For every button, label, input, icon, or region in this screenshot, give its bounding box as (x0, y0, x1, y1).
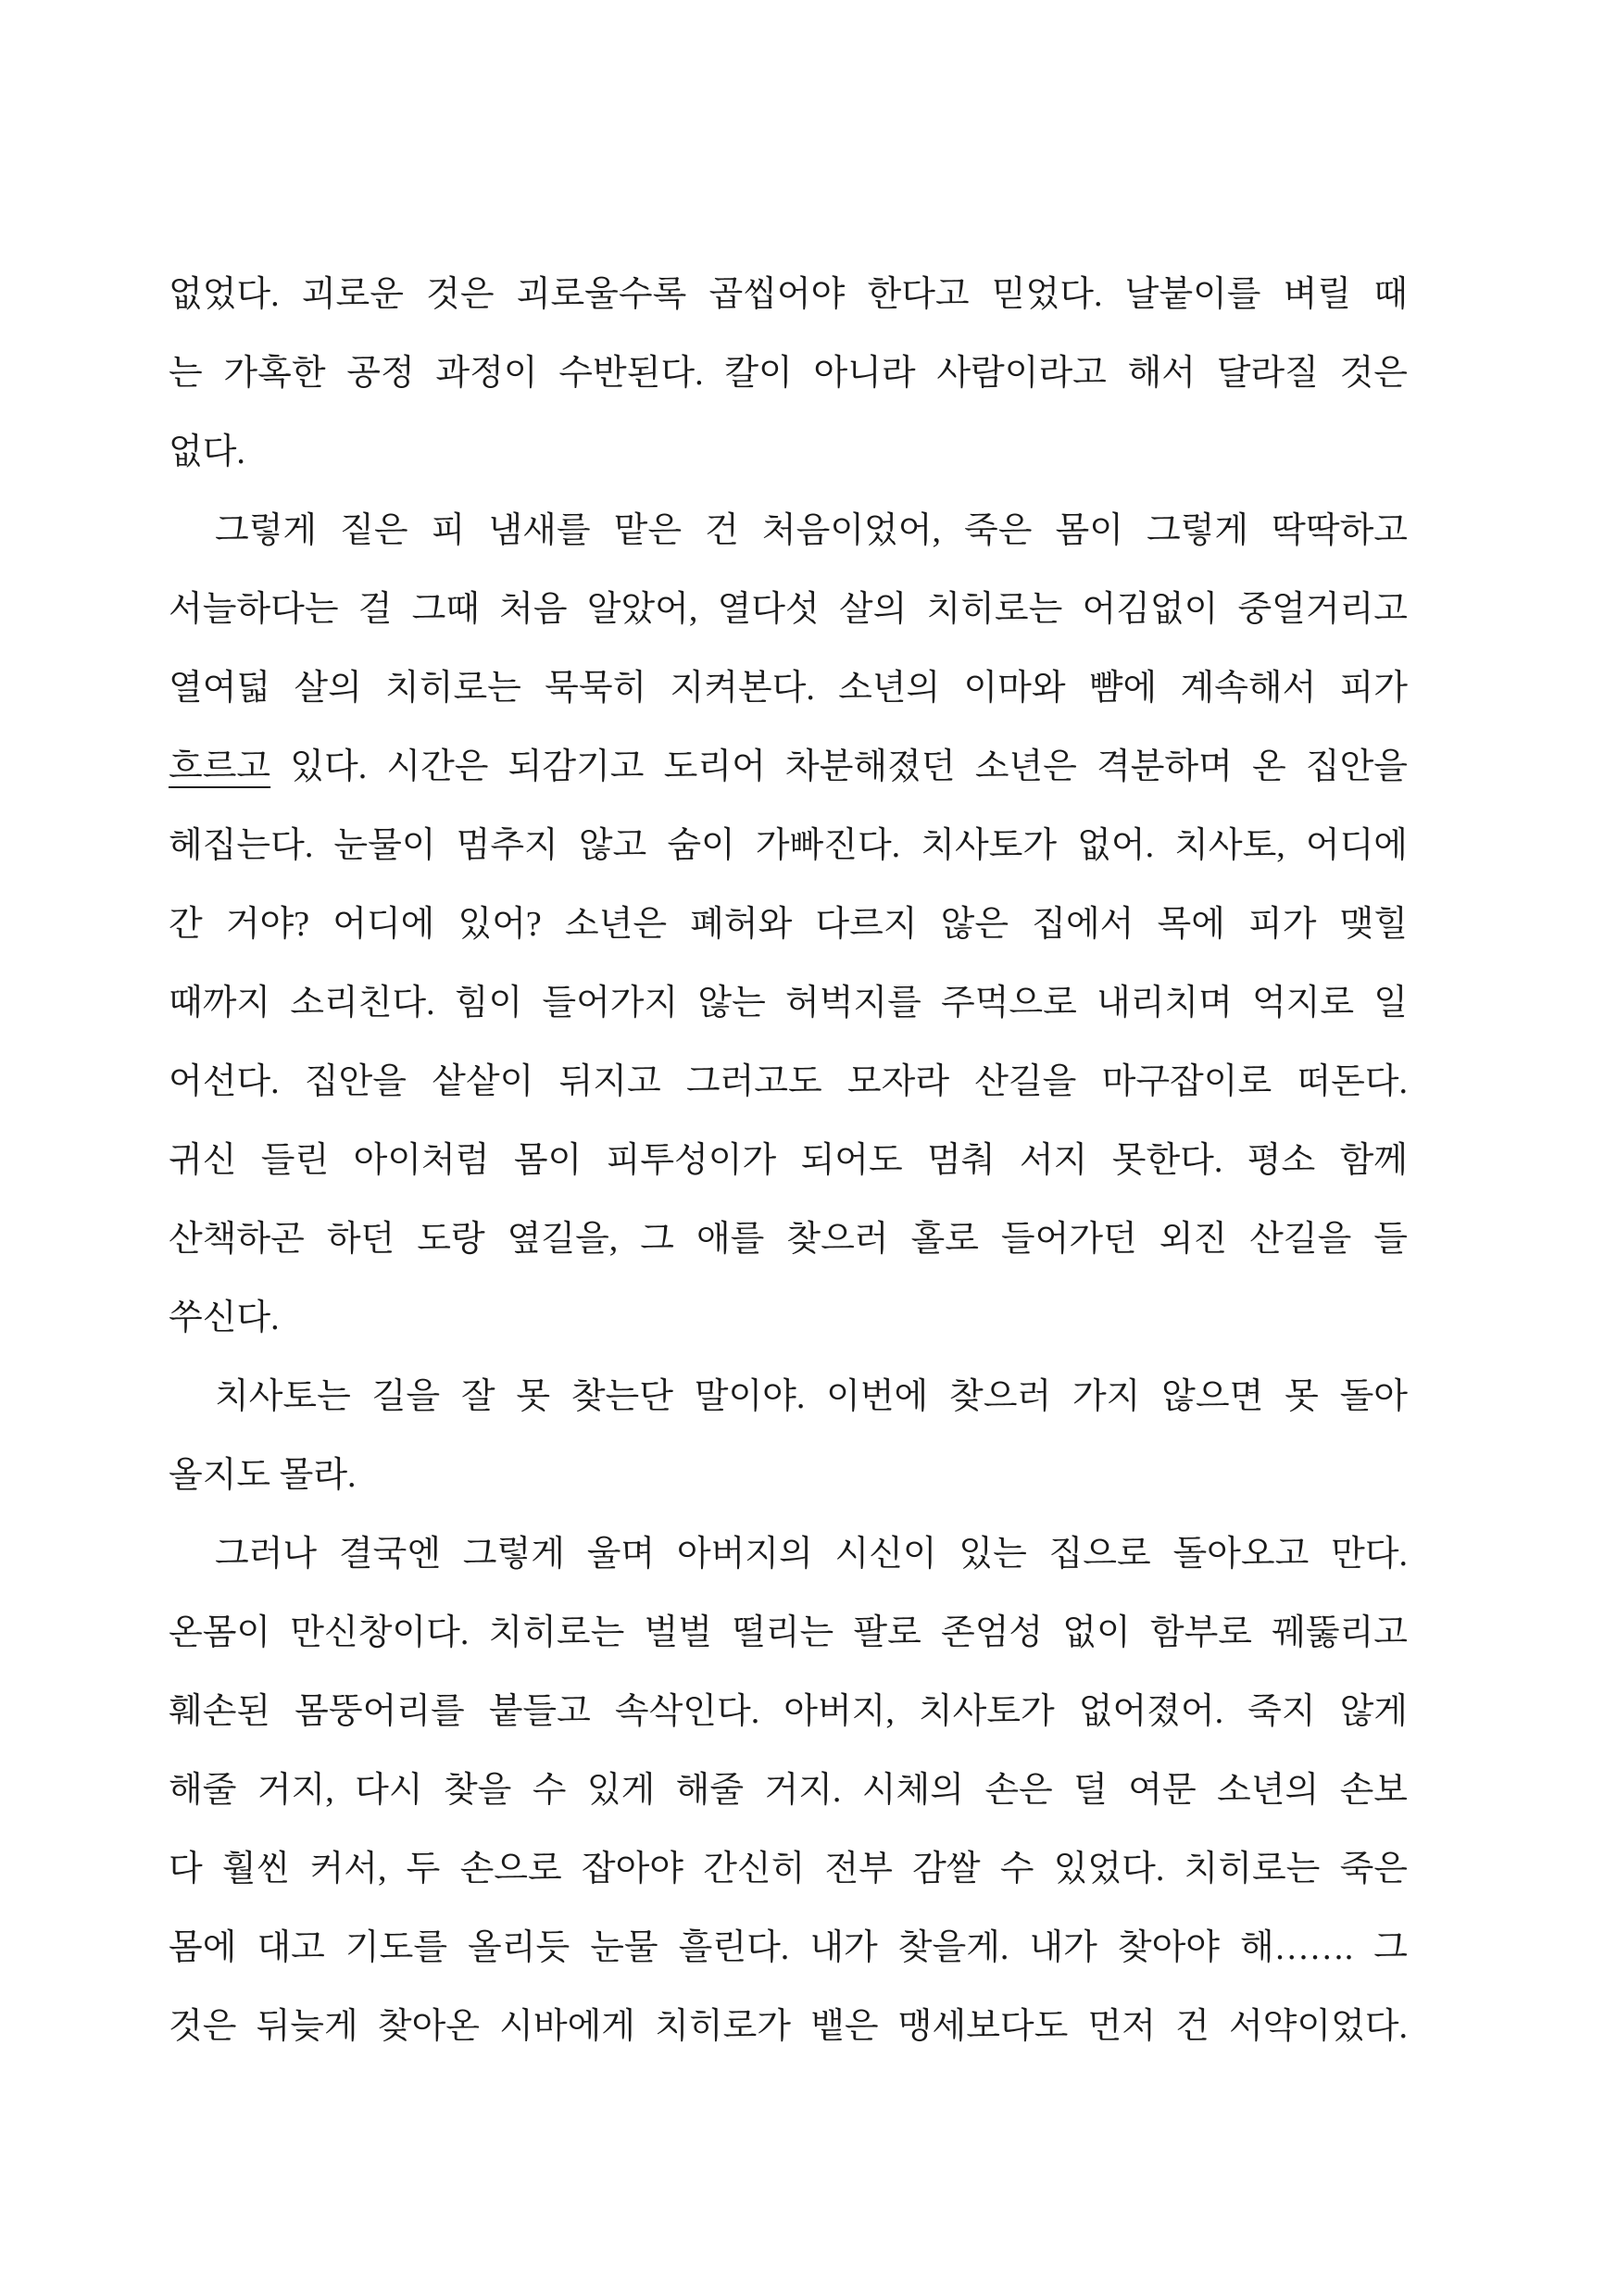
underlined-word: 흐르고 (169, 747, 271, 786)
text-line: 헤집는다. 눈물이 멈추지 않고 숨이 가빠진다. 치사토가 없어. 치사토, 어디에 (169, 826, 1408, 865)
text-line: 몸에 대고 기도를 올리듯 눈물 흘린다. 내가 찾을게. 내가 찾아야 해……. 그 (169, 1928, 1408, 1967)
text-line: 없었다. 괴로운 것은 괴로울수록 곱씹어야 한다고 믿었다. 날붙이를 벼릴 때 (169, 275, 1408, 314)
text-line: 때까지 소리친다. 힘이 들어가지 않는 허벅지를 주먹으로 내리치며 억지로 일 (169, 984, 1408, 1023)
text-line: 열여덟 살의 치히로는 묵묵히 지켜본다. 소년의 이마와 뺨에 계속해서 피가 (169, 669, 1408, 708)
text-line: 해줄 거지, 다시 찾을 수 있게 해줄 거지. 시체의 손은 덜 여문 소년의 손보 (169, 1771, 1408, 1810)
text-line: 다 훨씬 커서, 두 손으로 잡아야 간신히 전부 감쌀 수 있었다. 치히로는 죽은 (169, 1850, 1408, 1888)
text-line: 훼손된 몸뚱어리를 붙들고 속삭인다. 아버지, 치사토가 없어졌어. 죽지 않게 (169, 1692, 1408, 1731)
text-line: 올지도 몰라. (169, 1456, 357, 1495)
text-line: 그러나 결국엔 그렇게 울며 아버지의 시신이 있는 집으로 돌아오고 만다. (215, 1535, 1408, 1574)
text-line: 어선다. 집안을 샅샅이 뒤지고 그러고도 모자라 산길을 마구잡이로 떠돈다. (169, 1062, 1408, 1101)
text-line: 서늘하다는 걸 그때 처음 알았어, 열다섯 살의 치히로는 어김없이 중얼거리고 (169, 590, 1408, 629)
text-line: 치사토는 길을 잘 못 찾는단 말이야. 이번에 찾으러 가지 않으면 못 돌아 (215, 1377, 1408, 1416)
text-block (169, 256, 1408, 2066)
text-line: 산책하곤 하던 도랑 옆길을, 그 애를 찾으러 홀로 들어가던 외진 산길을 들 (169, 1220, 1408, 1259)
text-line: 귀신 들린 아이처럼 몸이 피투성이가 되어도 멈춰 서지 못한다. 평소 함께 (169, 1141, 1408, 1180)
text-line: 없다. (169, 433, 245, 471)
text-line: 것은 뒤늦게 찾아온 시바에게 치히로가 뱉은 맹세보다도 먼저 건 서약이었다. (169, 2007, 1408, 2046)
text-line: 쑤신다. (169, 1299, 280, 1337)
text-line: 온몸이 만신창이다. 치히로는 벌벌 떨리는 팔로 존엄성 없이 함부로 꿰뚫리고 (169, 1613, 1408, 1652)
text-line: 그렇게 짙은 피 냄새를 맡은 건 처음이었어, 죽은 몸이 그렇게 딱딱하고 (215, 511, 1408, 550)
text-line: 흐르고 있다. 시간은 되감기고 도리어 차분해졌던 소년은 격분하며 온 집안을 (169, 747, 1408, 786)
text-line: 간 거야? 어디에 있어? 소년은 폐허와 다르지 않은 집에서 목에 피가 맺힐 (169, 905, 1408, 944)
text-line: 는 가혹한 공정 과정이 수반된다. 칼이 아니라 사람이라고 해서 달라질 것은 (169, 354, 1408, 393)
